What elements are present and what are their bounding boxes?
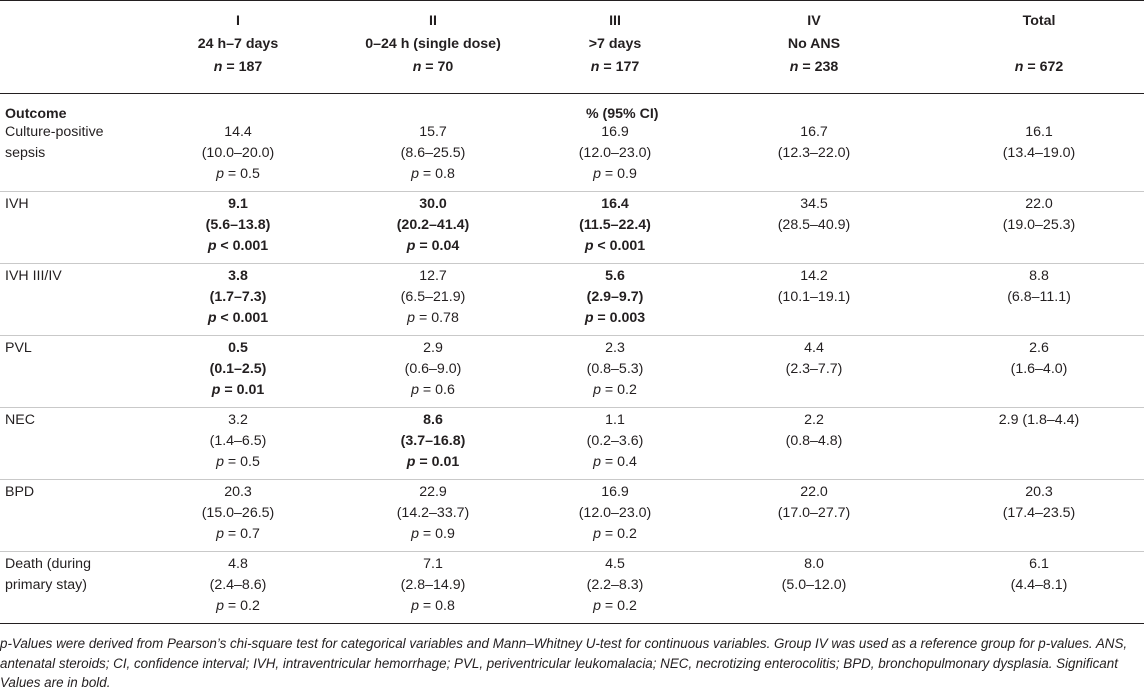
cell-ci: (2.8–14.9) (400, 577, 466, 593)
cell-p-value: p = 0.2 (593, 382, 637, 398)
header-n: n = 70 (412, 59, 454, 75)
cell-value: 14.4 (224, 124, 252, 140)
table-row (0, 122, 1144, 192)
header-cell-group-1 (146, 1, 330, 94)
table-cell (330, 552, 536, 624)
row-label: IVH (0, 192, 146, 264)
table-cell (330, 122, 536, 192)
row-label: IVH III/IV (0, 264, 146, 336)
cell-value: 2.9 (423, 340, 443, 356)
cell-value: 16.1 (1025, 124, 1053, 140)
header-label (934, 33, 1144, 56)
row-label: Culture-positive sepsis (5, 124, 104, 161)
cell-value: 34.5 (800, 196, 828, 212)
table-cell (536, 480, 694, 552)
cell-ci: (1.6–4.0) (1010, 361, 1068, 377)
table-cell (330, 408, 536, 480)
cell-ci: (4.4–8.1) (1010, 577, 1068, 593)
cell-ci: (12.3–22.0) (777, 145, 851, 161)
table-cell (694, 122, 934, 192)
cell-ci: (19.0–25.3) (1002, 217, 1076, 233)
cell-ci: (5.6–13.8) (205, 217, 271, 233)
cell-ci: (5.0–12.0) (781, 577, 847, 593)
cell-ci: (0.8–4.8) (785, 433, 843, 449)
cell-value: 6.1 (1029, 556, 1049, 572)
cell-p-value: p < 0.001 (584, 238, 646, 254)
header-n: n = 177 (590, 59, 640, 75)
cell-ci: (17.0–27.7) (777, 505, 851, 521)
header-label: 0–24 h (single dose) (365, 36, 501, 52)
cell-value: 16.7 (800, 124, 828, 140)
cell-ci: (10.0–20.0) (201, 145, 275, 161)
row-label: Death (during primary stay) (0, 552, 146, 624)
cell-p-value: p = 0.9 (593, 166, 637, 182)
cell-value: 22.0 (800, 484, 828, 500)
cell-p-value: p = 0.01 (406, 454, 460, 470)
table-header-row (0, 1, 1144, 94)
table-cell (536, 408, 694, 480)
cell-p-value: p = 0.8 (411, 598, 455, 614)
header-cell-group-3 (536, 1, 694, 94)
table-row (0, 336, 1144, 408)
header-cell-total (934, 1, 1144, 94)
table-cell (536, 122, 694, 192)
cell-value: 2.6 (1029, 340, 1049, 356)
outcome-label: Outcome (5, 106, 67, 122)
cell-p-value: p = 0.6 (411, 382, 455, 398)
cell-ci: (0.8–5.3) (586, 361, 644, 377)
cell-value: 5.6 (605, 268, 625, 284)
table-cell (934, 336, 1144, 408)
table-footnote: p-Values were derived from Pearson’s chi-square test for categorical variables and Mann–Whitney U-test for continuous variables. Group IV was used as a reference group for p-values. ANS, antenatal steroids; CI, confidence interval; IVH, intraventricular hemorrhage; PVL, periventricular leukomalacia; NEC, necrotizing enterocolitis; BPD, bronchopulmonary dysplasia. Significant Values are in bold. (0, 636, 1128, 690)
table-cell (146, 122, 330, 192)
table-row (0, 408, 1144, 480)
header-cell-group-2 (330, 1, 536, 94)
table-cell (934, 192, 1144, 264)
cell-value: 16.9 (601, 484, 629, 500)
table-cell (330, 264, 536, 336)
cell-p-value: p = 0.4 (593, 454, 637, 470)
table-cell (694, 552, 934, 624)
cell-value: 8.0 (804, 556, 824, 572)
table-cell (146, 480, 330, 552)
table-cell (146, 336, 330, 408)
cell-p-value: p = 0.2 (216, 598, 260, 614)
row-label: BPD (0, 480, 146, 552)
cell-ci: (1.7–7.3) (209, 289, 267, 305)
table-cell (536, 264, 694, 336)
table-cell (934, 122, 1144, 192)
cell-p-value: p = 0.2 (593, 598, 637, 614)
table-cell (146, 552, 330, 624)
cell-p-value: p = 0.5 (216, 454, 260, 470)
cell-ci: (0.6–9.0) (404, 361, 462, 377)
cell-ci: (2.3–7.7) (785, 361, 843, 377)
cell-ci: (15.0–26.5) (201, 505, 275, 521)
table-cell (330, 192, 536, 264)
cell-ci: (14.2–33.7) (396, 505, 470, 521)
table-row (0, 480, 1144, 552)
table-row (0, 264, 1144, 336)
cell-ci: (17.4–23.5) (1002, 505, 1076, 521)
header-cell-group-4 (694, 1, 934, 94)
cell-value: 20.3 (1025, 484, 1053, 500)
table-body (0, 94, 1144, 624)
cell-value: 16.4 (601, 196, 629, 212)
cell-ci: (13.4–19.0) (1002, 145, 1076, 161)
table-cell (146, 408, 330, 480)
cell-ci: (11.5–22.4) (579, 217, 651, 233)
cell-value: 14.2 (800, 268, 828, 284)
cell-value: 4.4 (804, 340, 824, 356)
cell-ci: (6.8–11.1) (1007, 289, 1071, 305)
cell-p-value: p < 0.001 (207, 310, 269, 326)
header-roman: I (236, 13, 240, 29)
cell-value: 4.8 (228, 556, 248, 572)
cell-p-value: p = 0.04 (406, 238, 460, 254)
cell-ci: (8.6–25.5) (400, 145, 466, 161)
cell-value: 12.7 (419, 268, 447, 284)
cell-ci: (2.9–9.7) (586, 289, 644, 305)
table-cell (694, 336, 934, 408)
cell-value: 16.9 (601, 124, 629, 140)
row-label: NEC (0, 408, 146, 480)
cell-value: 3.8 (228, 268, 248, 284)
cell-p-value: p = 0.8 (411, 166, 455, 182)
header-n: n = 672 (1014, 59, 1064, 75)
cell-ci: (28.5–40.9) (777, 217, 851, 233)
cell-p-value: p = 0.7 (216, 526, 260, 542)
table-cell (694, 264, 934, 336)
cell-ci: (1.4–6.5) (209, 433, 267, 449)
cell-value: 9.1 (228, 196, 248, 212)
cell-value: 3.2 (228, 412, 248, 428)
cell-value: 4.5 (605, 556, 625, 572)
cell-p-value: p < 0.001 (207, 238, 269, 254)
cell-p-value: p = 0.5 (216, 166, 260, 182)
cell-value: 22.9 (419, 484, 447, 500)
header-label: >7 days (588, 36, 642, 52)
cell-value: 1.1 (605, 412, 625, 428)
header-roman: III (609, 13, 621, 29)
cell-value: 7.1 (423, 556, 443, 572)
cell-ci: (12.0–23.0) (578, 145, 652, 161)
cell-value: 2.9 (1.8–4.4) (998, 412, 1080, 428)
cell-p-value: p = 0.9 (411, 526, 455, 542)
table-cell (536, 336, 694, 408)
table-cell (934, 264, 1144, 336)
cell-ci: (2.2–8.3) (586, 577, 644, 593)
table-cell (694, 192, 934, 264)
cell-p-value: p = 0.01 (211, 382, 265, 398)
cell-value: 15.7 (419, 124, 447, 140)
row-label: PVL (0, 336, 146, 408)
cell-p-value: p = 0.003 (584, 310, 646, 326)
cell-value: 22.0 (1025, 196, 1053, 212)
cell-value: 0.5 (228, 340, 248, 356)
ci-label: % (95% CI) (586, 106, 659, 122)
header-label: 24 h–7 days (197, 36, 279, 52)
header-roman: Total (1022, 13, 1056, 29)
header-label: No ANS (787, 36, 841, 52)
cell-ci: (20.2–41.4) (396, 217, 470, 233)
header-n: n = 187 (213, 59, 263, 75)
table-cell (146, 264, 330, 336)
cell-value: 2.3 (605, 340, 625, 356)
cell-ci: (2.4–8.6) (209, 577, 267, 593)
cell-p-value: p = 0.2 (593, 526, 637, 542)
table-cell (694, 408, 934, 480)
table-cell (330, 480, 536, 552)
header-n: n = 238 (789, 59, 839, 75)
cell-value: 30.0 (419, 196, 447, 212)
header-roman: IV (807, 13, 821, 29)
cell-ci: (0.1–2.5) (209, 361, 267, 377)
table-cell (934, 552, 1144, 624)
cell-ci: (0.2–3.6) (586, 433, 644, 449)
cell-p-value: p = 0.78 (407, 310, 459, 326)
table-cell (146, 192, 330, 264)
cell-value: 20.3 (224, 484, 252, 500)
table-cell (934, 408, 1144, 480)
cell-ci: (3.7–16.8) (400, 433, 466, 449)
header-cell-empty (0, 1, 146, 94)
cell-ci: (6.5–21.9) (400, 289, 466, 305)
table-cell (536, 192, 694, 264)
table-cell (536, 552, 694, 624)
cell-ci: (10.1–19.1) (777, 289, 851, 305)
table-cell (934, 480, 1144, 552)
cell-value: 2.2 (804, 412, 824, 428)
cell-value: 8.8 (1029, 268, 1049, 284)
cell-value: 8.6 (423, 412, 443, 428)
cell-ci: (12.0–23.0) (578, 505, 652, 521)
outcome-subheader-row (0, 94, 1144, 123)
table-cell (330, 336, 536, 408)
table-row (0, 192, 1144, 264)
header-roman: II (429, 13, 437, 29)
table-row (0, 552, 1144, 624)
table-cell (694, 480, 934, 552)
